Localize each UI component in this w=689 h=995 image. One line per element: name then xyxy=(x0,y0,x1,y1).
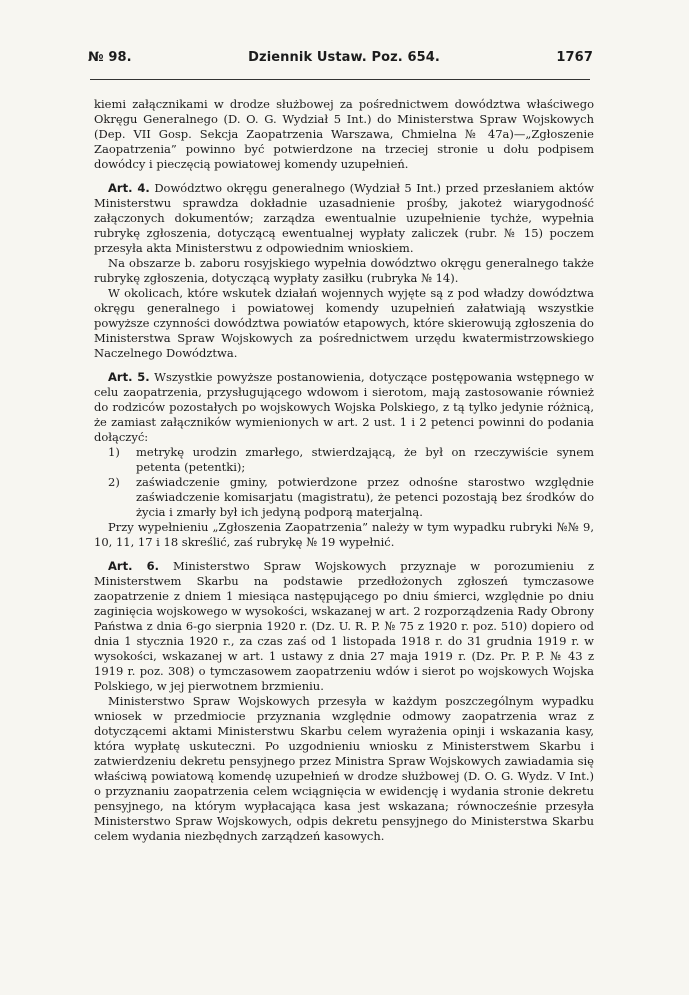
journal-title-block xyxy=(248,50,440,65)
article-5-paragraph-2: Przy wypełnieniu „Zgłoszenia Zaopatrzenia” należy w tym wypadku rubryki №№ 9, 10, 11, 17 i 18 skreślić, zaś rubrykę № 19 wypełnić. xyxy=(94,520,594,549)
article-4 xyxy=(94,181,594,256)
article-6-paragraph-2: Ministerstwo Spraw Wojskowych przesyła w każdym poszczególnym wypadku wniosek w przedmiocie przyznania względnie odmowy zaopatrzenia wraz z dotyczącemi aktami Ministerstwu Skarbu celem wyrażenia opinji i wskazania kasy, która wypłatę uskuteczni. Po uzgodnieniu wniosku z Ministerstwem Skarbu i zatwierdzeniu dekretu pensyjnego przez Ministra Spraw Wojskowych zawiadamia się właściwą powiatową komendę uzupełnień w drodze służbowej (D. O. G. Wydz. V Int.) o przyznaniu zaopatrzenia celem wciągnięcia w ewidencję i wydania stronie dekretu pensyjnego, na którym wypłacająca kasa jest wskazana; równocześnie przesyła Ministerstwo Spraw Wojskowych, odpis dekretu pensyjnego do Ministerstwa Skarbu celem wydania niezbędnych zarządzeń kasowych. xyxy=(94,694,594,843)
article-5-text: Wszystkie powyższe postanowienia, dotyczące postępowania wstępnego w celu zaopatrzenia, przysługującego wdowom i sierotom, mają zastosowanie również do rodziców pozostałych po wojskowych Wojska Polskiego, z tą tylko jedynie różnicą, że zamiast załączników wymienionych w art. 2 ust. 1 i 2 petenci powinni do podania dołączyć: xyxy=(94,370,595,444)
item-number: 2) xyxy=(108,475,120,489)
page-number: 1767 xyxy=(556,50,593,65)
article-4-paragraph-2: Na obszarze b. zaboru rosyjskiego wypełnia dowództwo okręgu generalnego także rubrykę zgłoszenia, dotyczącą wypłaty zasiłku (rubryka № 14). xyxy=(94,256,594,285)
paragraph-continued: kiemi załącznikami w drodze służbowej za pośrednictwem dowództwa właściwego Okręgu Generalnego (D. O. G. Wydział 5 Int.) do Ministerstwa Spraw Wojskowych (Dep. VII Gosp. Sekcja Zaopatrzenia Warszawa, Chmielna № 47a)—„Zgłoszenie Zaopatrzenia” powinno być potwierdzone na trzeciej stronie u dołu podpisem dowódcy i pieczęcią powiatowej komendy uzupełnień. xyxy=(94,97,594,171)
item-text: zaświadczenie gminy, potwierdzone przez odnośne starostwo względnie zaświadczenie komisarjatu (magistratu), że petenci pozostają bez środków do życia i zmarły był ich jedyną podporą materjalną. xyxy=(136,475,594,519)
article-6-text: Ministerstwo Spraw Wojskowych przyznaje w porozumieniu z Ministerstwem Skarbu na podstawie przedłożonych zgłoszeń tymczasowe zaopatrzenie z dniem 1 miesiąca następującego po dniu śmierci, względnie po dniu zaginięcia wojskowego w wysokości, wskazanej w art. 2 rozporządzenia Rady Obrony Państwa z dnia 6-go sierpnia 1920 r. (Dz. U. R. P. № 75 z 1920 r. poz. 510) dopiero od dnia 1 stycznia 1920 r., za czas zaś od 1 listopada 1918 r. do 31 grudnia 1919 r. w wysokości, wskazanej w art. 1 ustawy z dnia 27 maja 1919 r. (Dz. Pr. P. P. № 43 z 1919 r. poz. 308) o tymczasowem zaopatrzeniu wdów i sierot po wojskowych Wojska Polskiego, w jej pierwotnem brzmieniu. xyxy=(94,559,595,693)
article-4-label: Art. 4. xyxy=(108,181,150,195)
header-rule xyxy=(90,79,590,80)
item-text: metrykę urodzin zmarłego, stwierdzającą, że był on rzeczywiście synem petenta (petentki); xyxy=(136,445,594,474)
article-4-text: Dowództwo okręgu generalnego (Wydział 5 Int.) przed przesłaniem aktów Ministerstwu sprawdza dokładnie uzasadnienie prośby, jakoteż wiarygodność załączonych dokumentów; zarządza ewentualnie uzupełnienie tychże, wypełnia rubrykę zgłoszenia, dotyczącą ewentualnej wypłaty zaliczek (rubr. № 15) poczem przesyła akta Ministerstwu z odpowiednim wnioskiem. xyxy=(94,181,595,255)
position-number: Poz. 654. xyxy=(371,50,440,65)
item-number: 1) xyxy=(108,445,120,459)
article-6-label: Art. 6. xyxy=(108,559,160,573)
article-5-label: Art. 5. xyxy=(108,370,150,384)
article-5 xyxy=(94,370,594,445)
document-body xyxy=(94,97,594,844)
article-5-item-1 xyxy=(108,445,594,475)
article-5-item-2 xyxy=(108,475,594,520)
article-4-paragraph-3: W okolicach, które wskutek działań wojennych wyjęte są z pod władzy dowództwa okręgu generalnego i powiatowej komendy uzupełnień załatwiają wszystkie powyższe czynności dowództwa powiatów etapowych, które skierowują zgłoszenia do Ministerstwa Spraw Wojskowych za pośrednictwem urzędu kwatermistrzowskiego Naczelnego Dowództwa. xyxy=(94,286,594,360)
page-header xyxy=(88,50,593,65)
journal-title: Dziennik Ustaw. xyxy=(248,50,367,65)
article-6 xyxy=(94,559,594,694)
issue-number: № 98. xyxy=(88,50,132,65)
